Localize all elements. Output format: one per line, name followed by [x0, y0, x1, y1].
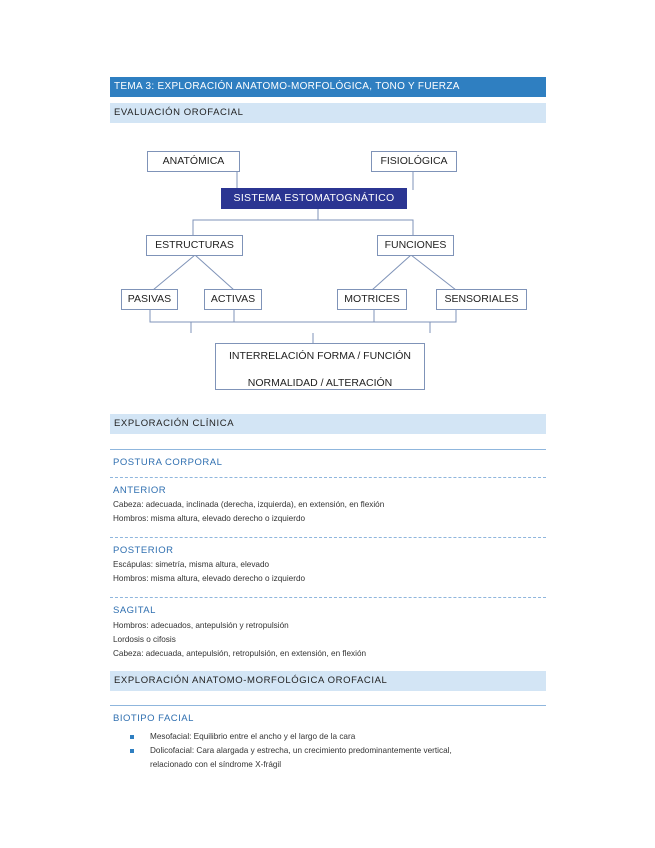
list-item-continuation — [128, 758, 538, 772]
box-sensoriales: SENSORIALES — [436, 289, 527, 310]
bullet-icon — [130, 735, 134, 739]
section-exploracion-clinica: EXPLORACIÓN CLÍNICA — [110, 414, 546, 434]
sagital-line-1: Hombros: adecuados, antepulsión y retropulsión — [113, 621, 289, 630]
box-interrelacion — [215, 343, 425, 390]
connector-sensoriales — [411, 255, 456, 290]
sagital-line-2: Lordosis o cifosis — [113, 635, 176, 644]
box-activas: ACTIVAS — [204, 289, 262, 310]
biotipo-item-dolicofacial-cont: relacionado con el síndrome X-frágil — [150, 760, 282, 769]
box-sistema-estomatognatico: SISTEMA ESTOMATOGNÁTICO — [221, 188, 407, 209]
posterior-line-2: Hombros: misma altura, elevado derecho o izquierdo — [113, 574, 306, 583]
section-exploracion-anatomo: EXPLORACIÓN ANATOMO-MORFOLÓGICA OROFACIAL — [110, 671, 546, 691]
biotipo-list — [128, 730, 538, 772]
box-fisiologica: FISIOLÓGICA — [371, 151, 457, 172]
interrelacion-label: INTERRELACIÓN FORMA / FUNCIÓN — [228, 350, 411, 362]
subhead-biotipo-facial: BIOTIPO FACIAL — [110, 705, 546, 724]
list-item — [128, 730, 538, 744]
box-funciones: FUNCIONES — [377, 235, 454, 256]
anterior-line-1: Cabeza: adecuada, inclinada (derecha, izquierda), en extensión, en flexión — [113, 500, 385, 509]
bullet-icon — [130, 749, 134, 753]
connector-pasivas — [153, 255, 195, 290]
subhead-anterior: ANTERIOR — [110, 477, 546, 496]
page-title: TEMA 3: EXPLORACIÓN ANATOMO-MORFOLÓGICA, TONO Y FUERZA — [110, 77, 546, 97]
connector-activas — [195, 255, 234, 290]
box-anatomica: ANATÓMICA — [147, 151, 240, 172]
connector-funciones — [318, 220, 413, 236]
box-motrices: MOTRICES — [337, 289, 407, 310]
connector-motrices — [372, 255, 411, 290]
normalidad-label: NORMALIDAD / ALTERACIÓN — [247, 377, 393, 389]
list-item — [128, 744, 538, 758]
box-pasivas: PASIVAS — [121, 289, 178, 310]
box-estructuras: ESTRUCTURAS — [146, 235, 243, 256]
bracket-estructuras — [150, 309, 234, 322]
subhead-postura-corporal: POSTURA CORPORAL — [110, 449, 546, 468]
biotipo-item-mesofacial: Mesofacial: Equilibrio entre el ancho y el largo de la cara — [150, 732, 356, 741]
sagital-line-3: Cabeza: adecuada, antepulsión, retropulsión, en extensión, en flexión — [113, 649, 367, 658]
section-evaluacion-orofacial: EVALUACIÓN OROFACIAL — [110, 103, 546, 123]
subhead-posterior: POSTERIOR — [110, 537, 546, 556]
biotipo-item-dolicofacial: Dolicofacial: Cara alargada y estrecha, un crecimiento predominantemente vertical, — [150, 746, 452, 755]
bracket-funciones — [374, 309, 456, 322]
connector-merge — [191, 322, 430, 333]
posterior-line-1: Escápulas: simetría, misma altura, elevado — [113, 560, 270, 569]
connector-estructuras — [193, 208, 318, 236]
anterior-line-2: Hombros: misma altura, elevado derecho o izquierdo — [113, 514, 306, 523]
subhead-sagital: SAGITAL — [110, 597, 546, 616]
